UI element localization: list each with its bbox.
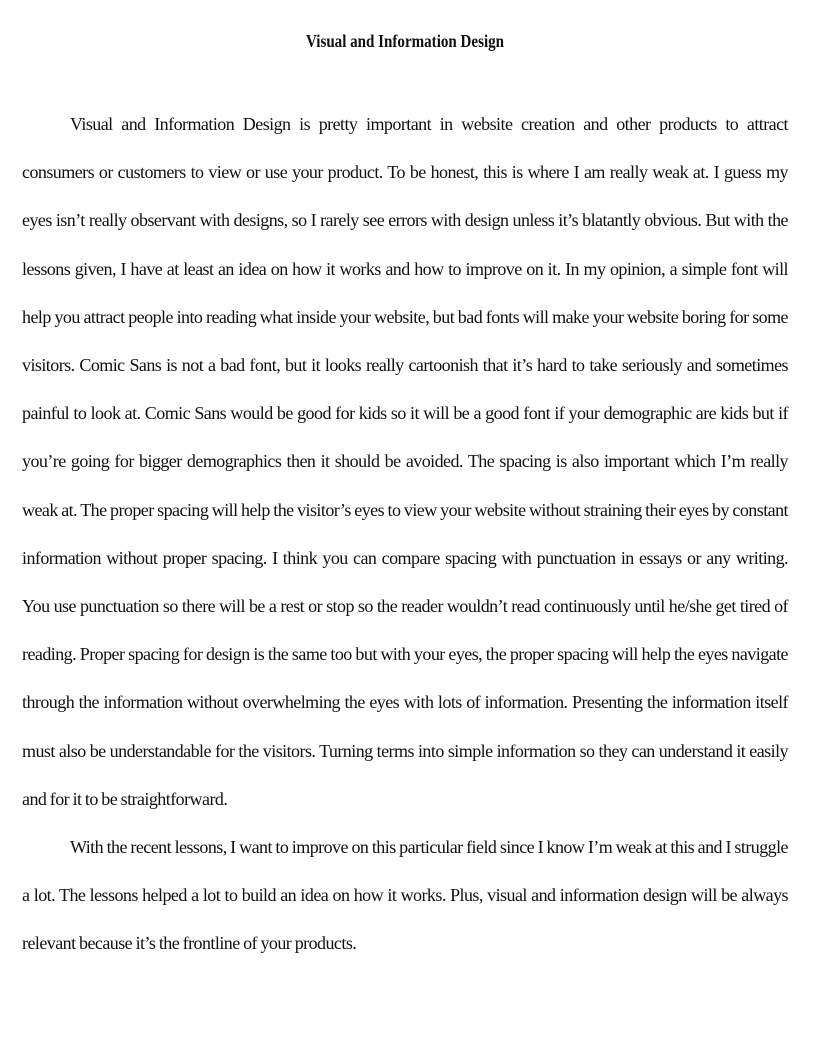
document-title: Visual and Information Design bbox=[305, 31, 505, 51]
body-paragraph-2: With the recent lessons, I want to improve on this particular field since I know I’m weak at this and I struggle a lot. The lessons helped a lot to build an idea on how it works. Plus, visual and information design will be always relevant because it’s the frontline of your products. bbox=[22, 837, 788, 954]
body-paragraph-1: Visual and Information Design is pretty important in website creation and other products to attract consumers or customers to view or use your product. To be honest, this is where I am really weak at. I guess my eyes isn’t really observant with designs, so I rarely see errors with design unless it’s blatantly obvious. But with the lessons given, I have at least an idea on how it works and how to improve on it. In my opinion, a simple font will help you attract people into reading what inside your website, but bad fonts will make your website boring for some visitors. Comic Sans is not a bad font, but it looks really cartoonish that it’s hard to take seriously and sometimes painful to look at. Comic Sans would be good for kids so it will be a good font if your demographic are kids but if you’re going for bigger demographics then it should be avoided. The spacing is also important which I’m really weak at. The proper spacing will help the visitor’s eyes to view your website without straining their eyes by constant information without proper spacing. I think you can compare spacing with punctuation in essays or any writing. You use punctuation so there will be a rest or stop so the reader wouldn’t read continuously until he/she get tired of reading. Proper spacing for design is the same too but with your eyes, the proper spacing will help the eyes navigate through the information without overwhelming the eyes with lots of information. Presenting the information itself must also be understandable for the visitors. Turning terms into simple information so they can understand it easily and for it to be straightforward. bbox=[22, 114, 788, 809]
